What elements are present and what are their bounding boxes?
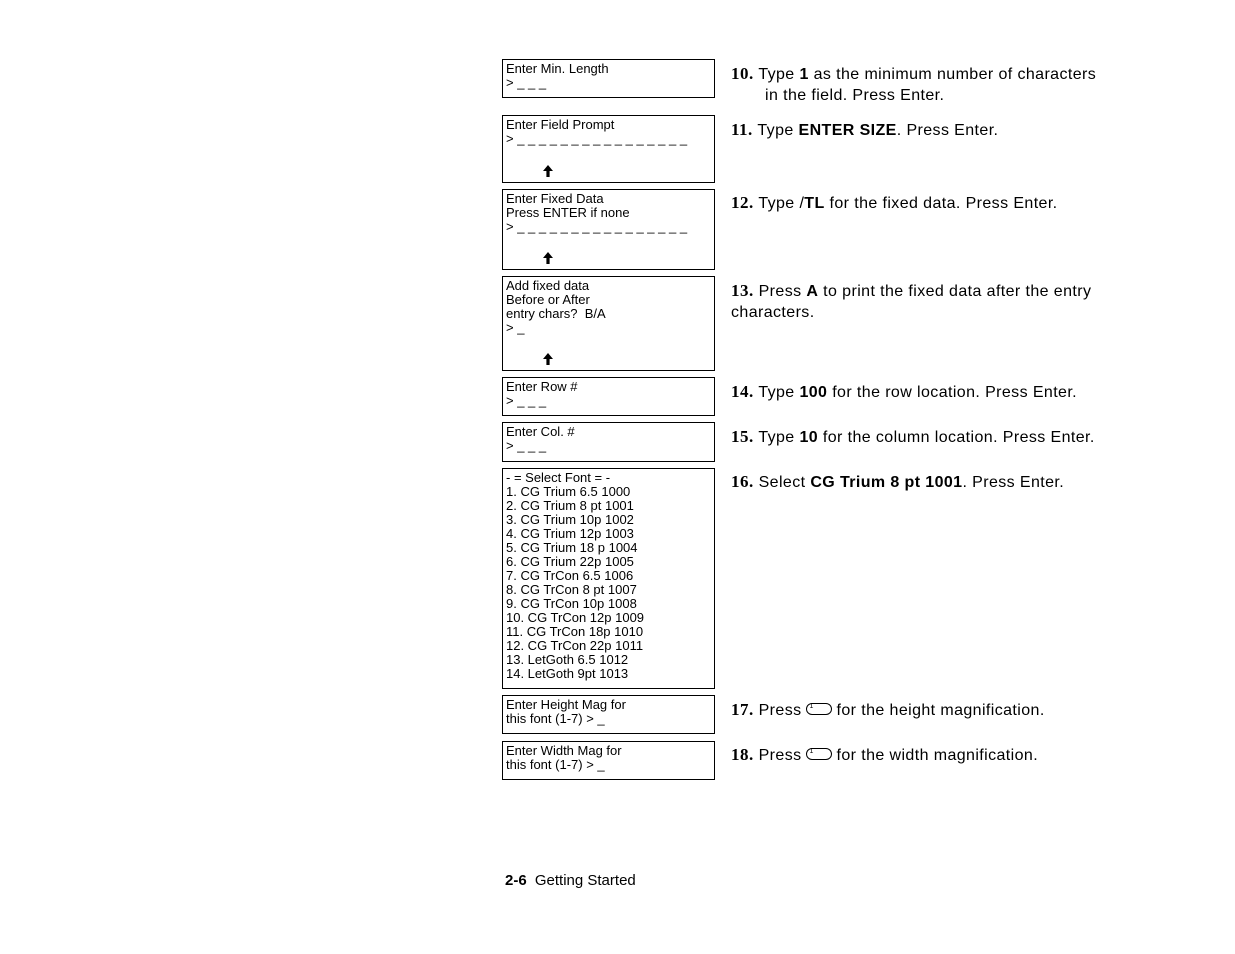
step-text: for the column location. Press Enter. (818, 429, 1095, 446)
screen-line: Enter Fixed Data (506, 191, 604, 206)
font-option: 8. CG TrCon 8 pt 1007 (506, 582, 637, 597)
step-text: for the row location. Press Enter. (827, 384, 1078, 401)
screen-field-prompt (502, 115, 715, 183)
step-number: 12. (731, 193, 754, 212)
cursor-up-arrow-icon (541, 164, 555, 178)
step-number: 11. (731, 120, 753, 139)
step-keyword: A (806, 283, 819, 300)
step-14 (731, 381, 1176, 403)
screen-height-mag (502, 695, 715, 734)
step-text: Press (758, 283, 807, 300)
screen-line: > _ _ _ (506, 75, 547, 90)
font-option: 2. CG Trium 8 pt 1001 (506, 498, 634, 513)
step-keyword: 100 (799, 384, 828, 401)
screen-line: this font (1-7) > _ (506, 757, 605, 772)
step-text: for the height magnification. (836, 702, 1045, 719)
step-text: to print the fixed data after the entry (818, 283, 1092, 300)
font-option: 7. CG TrCon 6.5 1006 (506, 568, 634, 583)
step-text: Type (757, 122, 799, 139)
step-text: . Press Enter. (962, 474, 1065, 491)
screen-line: - = Select Font = - (506, 470, 611, 485)
step-text-continued: in the field. Press Enter. (765, 87, 945, 104)
screen-width-mag (502, 741, 715, 780)
step-keyword: CG Trium 8 pt 1001 (810, 474, 963, 491)
screen-min-length (502, 59, 715, 98)
step-number: 16. (731, 472, 754, 491)
screen-line: Enter Width Mag for (506, 743, 622, 758)
step-text: . Press Enter. (896, 122, 999, 139)
step-text: for the width magnification. (836, 747, 1039, 764)
screen-line: > _ _ _ _ _ _ _ _ _ _ _ _ _ _ _ _ (506, 131, 688, 146)
font-option: 5. CG Trium 18 p 1004 (506, 540, 638, 555)
step-text: Type (758, 429, 800, 446)
cursor-up-arrow-icon (541, 352, 555, 366)
font-option: 11. CG TrCon 18p 1010 (506, 624, 644, 639)
font-option: 12. CG TrCon 22p 1011 (506, 638, 644, 653)
screen-line: > _ (506, 320, 525, 335)
screen-line: this font (1-7) > _ (506, 711, 605, 726)
screen-line: Enter Min. Length (506, 61, 609, 76)
step-18 (731, 744, 1176, 766)
step-17 (731, 699, 1176, 721)
step-12 (731, 192, 1176, 214)
screen-line: > _ _ _ (506, 438, 547, 453)
step-15 (731, 426, 1176, 448)
font-option: 10. CG TrCon 12p 1009 (506, 610, 645, 625)
step-text: as the minimum number of characters (808, 66, 1097, 83)
screen-line: > _ _ _ _ _ _ _ _ _ _ _ _ _ _ _ _ (506, 219, 688, 234)
step-text: Press (758, 702, 802, 719)
screen-line: Enter Height Mag for (506, 697, 626, 712)
font-option: 3. CG Trium 10p 1002 (506, 512, 634, 527)
screen-line: Enter Col. # (506, 424, 575, 439)
screen-line: Add fixed data (506, 278, 590, 293)
screen-row (502, 377, 715, 416)
step-keyword: 10 (799, 429, 819, 446)
step-text: Type (758, 384, 800, 401)
screen-line: Enter Row # (506, 379, 578, 394)
step-16 (731, 471, 1176, 493)
font-option: 13. LetGoth 6.5 1012 (506, 652, 629, 667)
step-keyword: TL (804, 195, 825, 212)
step-text: Type / (758, 195, 805, 212)
font-option: 1. CG Trium 6.5 1000 (506, 484, 631, 499)
step-text-continued: characters. (731, 304, 815, 321)
step-number: 17. (731, 700, 754, 719)
screen-add-fixed-data (502, 276, 715, 371)
screen-col (502, 422, 715, 462)
screen-line: > _ _ _ (506, 393, 547, 408)
font-option: 4. CG Trium 12p 1003 (506, 526, 634, 541)
step-number: 14. (731, 382, 754, 401)
key-label: 1 (809, 747, 814, 755)
step-number: 13. (731, 281, 754, 300)
step-text: for the fixed data. Press Enter. (824, 195, 1058, 212)
key-1-icon (806, 703, 832, 715)
page-number: 2-6 (505, 872, 527, 889)
step-text: Press (758, 747, 802, 764)
step-number: 18. (731, 745, 754, 764)
page-footer (505, 872, 636, 889)
screen-line: Enter Field Prompt (506, 117, 615, 132)
step-number: 10. (731, 64, 754, 83)
screen-line: entry chars? B/A (506, 306, 606, 321)
step-10 (731, 63, 1176, 106)
screen-select-font (502, 468, 715, 689)
step-text: Select (758, 474, 811, 491)
step-keyword: ENTER SIZE (798, 122, 897, 139)
step-number: 15. (731, 427, 754, 446)
step-keyword: 1 (799, 66, 809, 83)
chapter-title: Getting Started (534, 872, 636, 889)
step-11 (731, 119, 1176, 141)
key-1-icon (806, 748, 832, 760)
font-option: 14. LetGoth 9pt 1013 (506, 666, 629, 681)
font-option: 9. CG TrCon 10p 1008 (506, 596, 637, 611)
cursor-up-arrow-icon (541, 251, 555, 265)
step-text: Type (758, 66, 800, 83)
key-label: 1 (809, 702, 814, 710)
screen-fixed-data (502, 189, 715, 270)
screen-line: Before or After (506, 292, 590, 307)
screen-line: Press ENTER if none (506, 205, 630, 220)
step-13 (731, 280, 1176, 323)
font-option: 6. CG Trium 22p 1005 (506, 554, 634, 569)
